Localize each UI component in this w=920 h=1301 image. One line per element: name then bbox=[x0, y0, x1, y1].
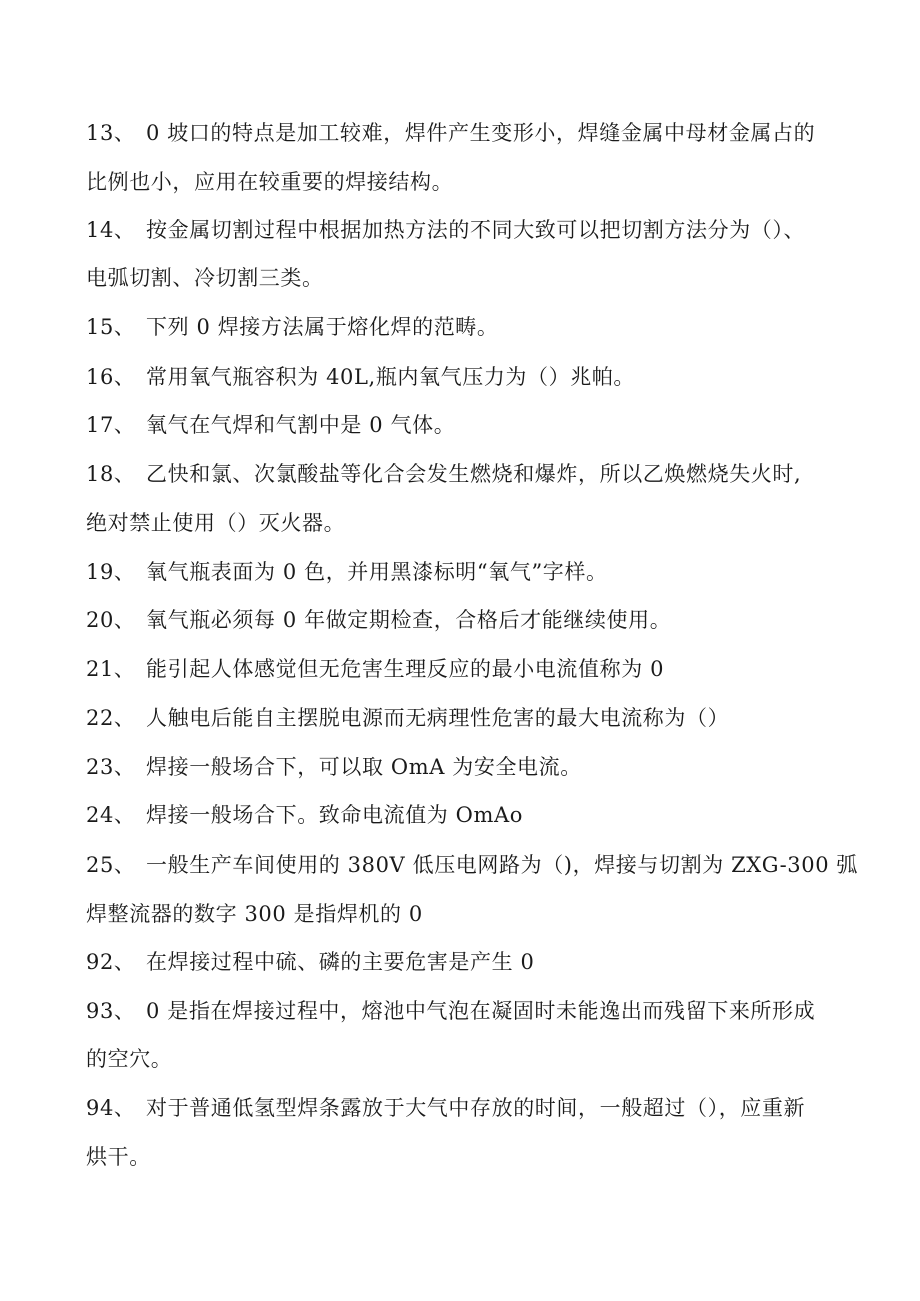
question-number: 18、 bbox=[86, 462, 136, 486]
question-21-line-1 bbox=[86, 657, 664, 681]
question-94-line-2: 烘干。 bbox=[86, 1145, 151, 1169]
question-number: 23、 bbox=[86, 755, 136, 779]
question-number: 25、 bbox=[86, 853, 136, 877]
question-number: 22、 bbox=[86, 706, 136, 730]
question-text: 0 坡口的特点是加工较难，焊件产生变形小，焊缝金属中母材金属占的 bbox=[146, 121, 816, 145]
question-text: 乙快和氯、次氯酸盐等化合会发生燃烧和爆炸，所以乙焕燃烧失火时, bbox=[146, 462, 802, 486]
question-text: 对于普通低氢型焊条露放于大气中存放的时间，一般超过（），应重新 bbox=[146, 1096, 806, 1120]
question-text: 氧气瓶必须每 0 年做定期检查，合格后才能继续使用。 bbox=[146, 608, 672, 632]
question-text: 能引起人体感觉但无危害生理反应的最小电流值称为 0 bbox=[146, 657, 665, 681]
question-13-line-1 bbox=[86, 121, 815, 145]
question-23-line-1 bbox=[86, 755, 582, 779]
question-18-line-1 bbox=[86, 462, 801, 486]
question-number: 24、 bbox=[86, 803, 136, 827]
question-93-line-2: 的空穴。 bbox=[86, 1047, 173, 1071]
question-25-line-1 bbox=[86, 853, 858, 877]
question-17-line-1 bbox=[86, 413, 455, 437]
question-19-line-1 bbox=[86, 560, 608, 584]
question-93-line-1 bbox=[86, 999, 815, 1023]
question-text: 氧气瓶表面为 0 色，并用黑漆标明“氧气”字样。 bbox=[146, 560, 608, 584]
question-number: 21、 bbox=[86, 657, 136, 681]
question-15-line-1 bbox=[86, 315, 499, 339]
question-text: 人触电后能自主摆脱电源而无病理性危害的最大电流称为（） bbox=[146, 706, 730, 730]
question-text: 常用氧气瓶容积为 40L,瓶内氧气压力为（）兆帕。 bbox=[146, 365, 636, 389]
question-text: 氧气在气焊和气割中是 0 气体。 bbox=[146, 413, 456, 437]
question-text: 0 是指在焊接过程中，熔池中气泡在凝固时未能逸出而残留下来所形成 bbox=[146, 999, 816, 1023]
question-text: 在焊接过程中硫、磷的主要危害是产生 0 bbox=[146, 950, 535, 974]
question-text: 一般生产车间使用的 380V 低压电网路为（)，焊接与切割为 ZXG-300 弧 bbox=[146, 853, 859, 877]
question-16-line-1 bbox=[86, 365, 635, 389]
question-number: 92、 bbox=[86, 950, 136, 974]
question-text: 下列 0 焊接方法属于熔化焊的范畴。 bbox=[146, 315, 499, 339]
question-number: 14、 bbox=[86, 218, 136, 242]
question-25-line-2: 焊整流器的数字 300 是指焊机的 0 bbox=[86, 902, 423, 926]
question-number: 13、 bbox=[86, 121, 136, 145]
question-20-line-1 bbox=[86, 608, 671, 632]
question-number: 15、 bbox=[86, 315, 136, 339]
question-number: 19、 bbox=[86, 560, 136, 584]
question-number: 17、 bbox=[86, 413, 136, 437]
question-24-line-1 bbox=[86, 803, 523, 827]
question-number: 93、 bbox=[86, 999, 136, 1023]
question-14-line-1 bbox=[86, 218, 805, 242]
question-number: 16、 bbox=[86, 365, 136, 389]
question-text: 按金属切割过程中根据加热方法的不同大致可以把切割方法分为（）、 bbox=[146, 218, 806, 242]
question-13-line-2: 比例也小，应用在较重要的焊接结构。 bbox=[86, 170, 454, 194]
question-18-line-2: 绝对禁止使用（）灭火器。 bbox=[86, 511, 346, 535]
question-14-line-2: 电弧切割、冷切割三类。 bbox=[86, 266, 324, 290]
question-text: 焊接一般场合下。致命电流值为 OmAo bbox=[146, 803, 524, 827]
question-number: 20、 bbox=[86, 608, 136, 632]
question-number: 94、 bbox=[86, 1096, 136, 1120]
question-92-line-1 bbox=[86, 950, 534, 974]
question-22-line-1 bbox=[86, 706, 729, 730]
question-94-line-1 bbox=[86, 1096, 805, 1120]
question-text: 焊接一般场合下，可以取 OmA 为安全电流。 bbox=[146, 755, 582, 779]
